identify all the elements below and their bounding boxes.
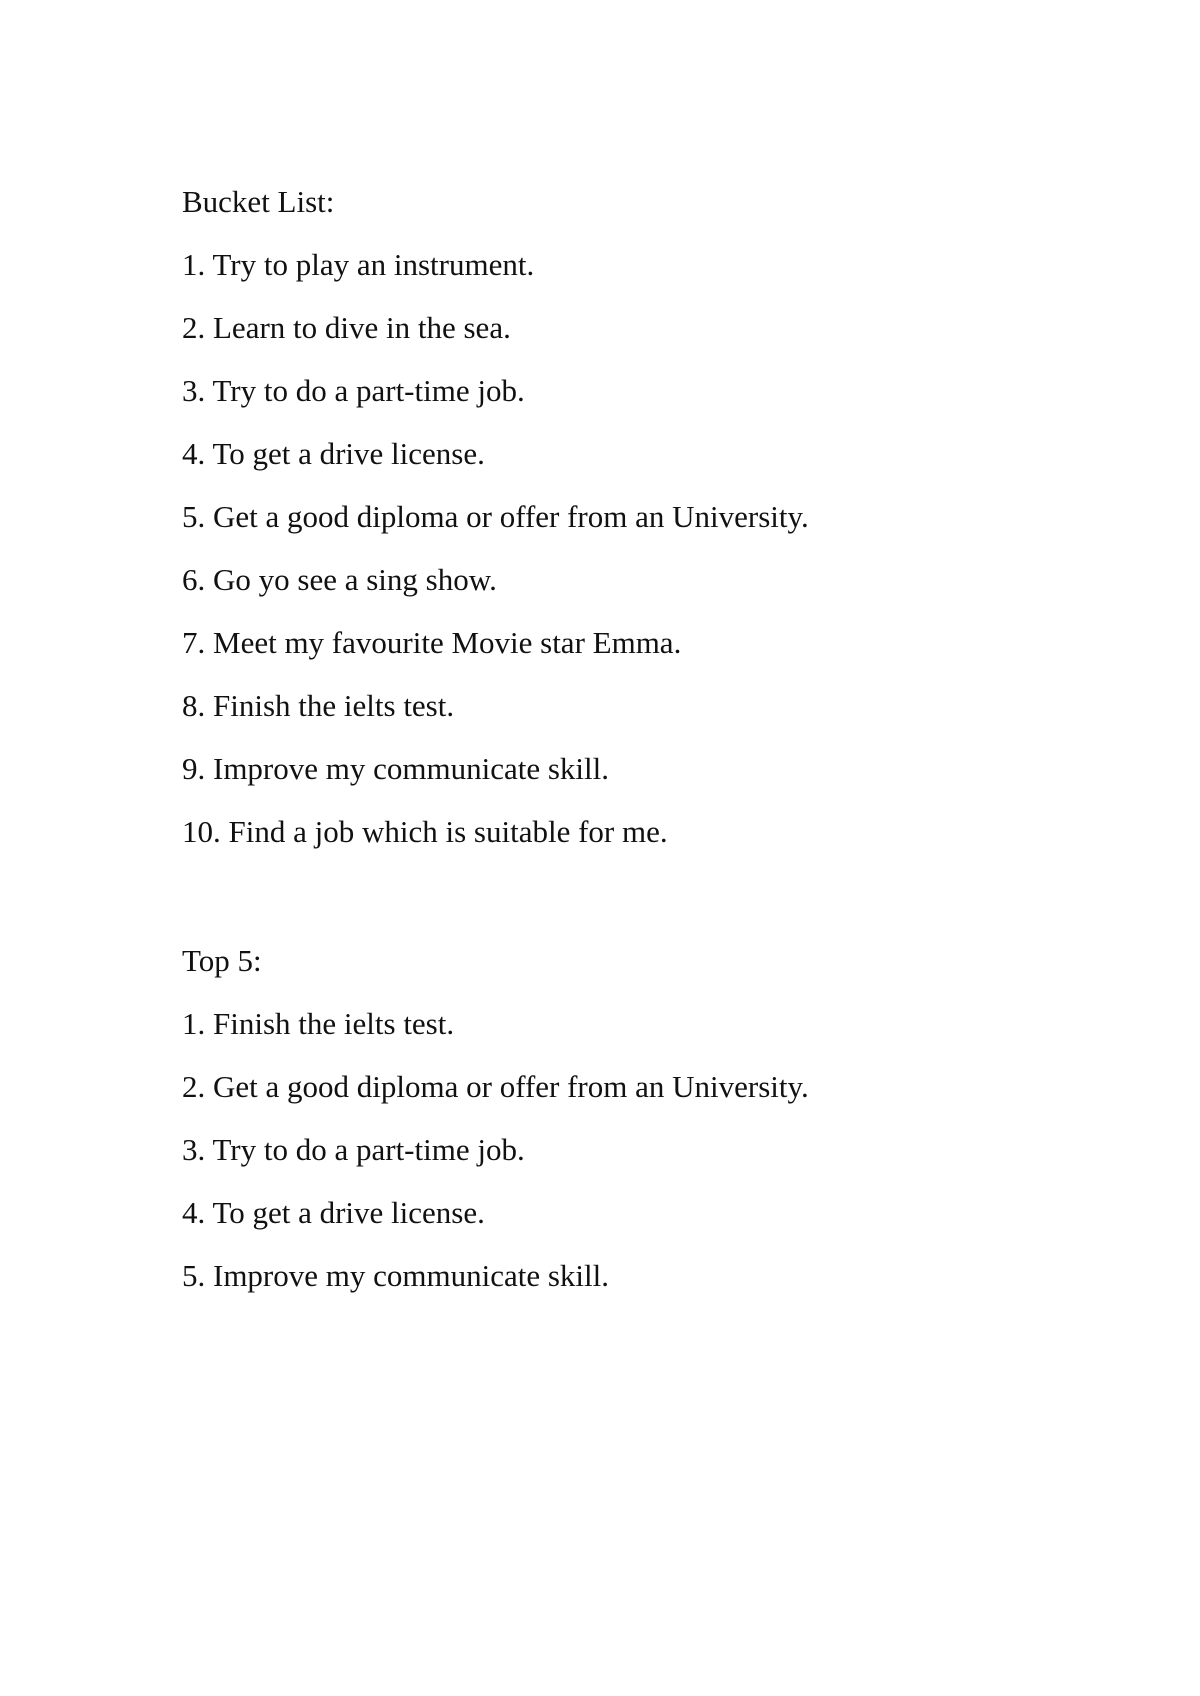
top5-section [182, 929, 1082, 1307]
bucket-list-heading: Bucket List: [182, 184, 335, 219]
bucket-list-item: 9. Improve my communicate skill. [182, 751, 610, 786]
top5-list [182, 992, 1082, 1307]
bucket-list-item: 3. Try to do a part-time job. [182, 373, 525, 408]
bucket-list-item: 8. Finish the ielts test. [182, 688, 455, 723]
bucket-list-item: 7. Meet my favourite Movie star Emma. [182, 625, 682, 660]
top5-item: 2. Get a good diploma or offer from an University. [182, 1069, 809, 1104]
top5-item: 5. Improve my communicate skill. [182, 1258, 610, 1293]
bucket-list-item: 6. Go yo see a sing show. [182, 562, 497, 597]
bucket-list [182, 233, 1082, 863]
bucket-list-item: 10. Find a job which is suitable for me. [182, 814, 668, 849]
top5-heading: Top 5: [182, 943, 262, 978]
bucket-list-item: 1. Try to play an instrument. [182, 247, 535, 282]
bucket-list-section [182, 170, 1082, 863]
bucket-list-item: 5. Get a good diploma or offer from an University. [182, 499, 809, 534]
bucket-list-item: 2. Learn to dive in the sea. [182, 310, 511, 345]
top5-item: 4. To get a drive license. [182, 1195, 485, 1230]
bucket-list-item: 4. To get a drive license. [182, 436, 485, 471]
top5-item: 3. Try to do a part-time job. [182, 1132, 525, 1167]
top5-item: 1. Finish the ielts test. [182, 1006, 455, 1041]
